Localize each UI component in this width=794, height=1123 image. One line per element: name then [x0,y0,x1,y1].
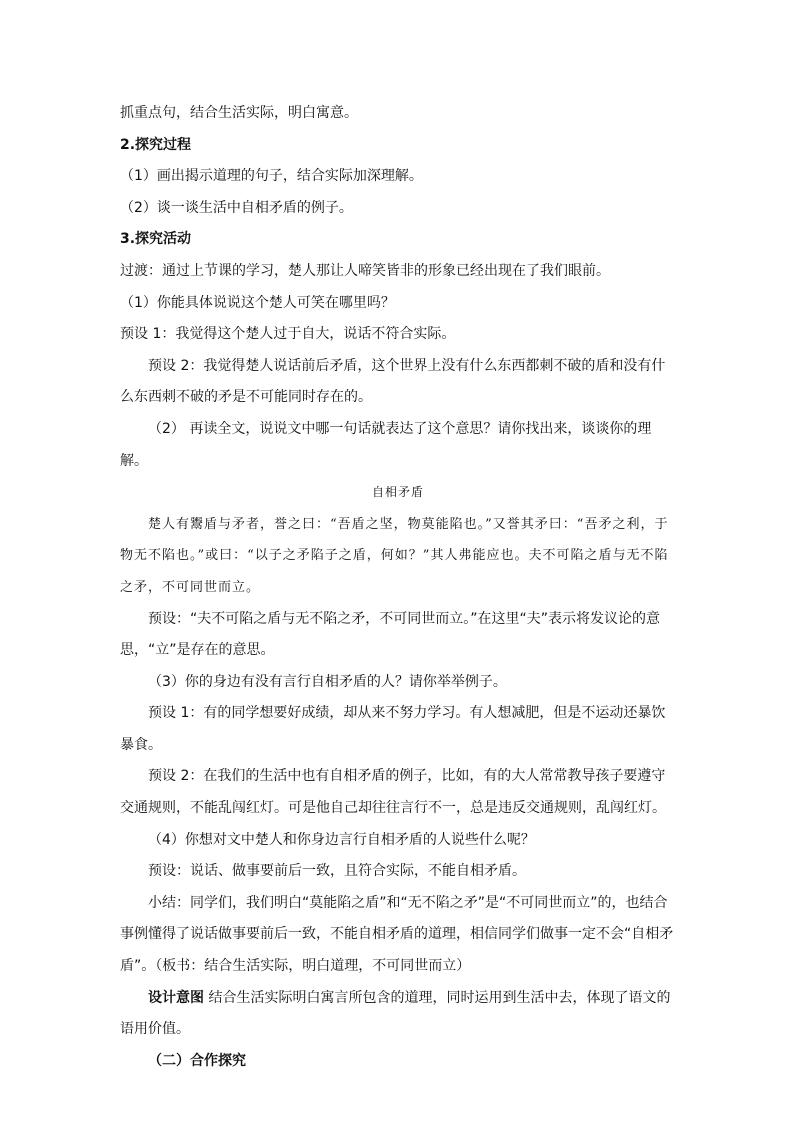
question-2: （2） 再读全文，说说文中哪一句话就表达了这个意思？请你找出来，谈谈你的理解。 [120,420,652,469]
transition-text: 过渡：通过上节课的学习，楚人那让人啼笑皆非的形象已经出现在了我们眼前。 [120,262,610,279]
question-3-answer-2: 预设 2：在我们的生活中也有自相矛盾的例子，比如，有的大人常常教导孩子要遵守交通规则，不能乱闯红灯。可是他自己却往往言行不一，总是违反交通规则，乱闯红灯。 [120,768,666,817]
question-3: （3）你的身边有没有言行自相矛盾的人？请你举举例子。 [148,673,507,690]
document-body [120,98,676,1077]
summary-text: 小结：同学们，我们明白“莫能陷之盾”和“无不陷之矛”是“不可同世而立”的，也结合事例懂得了说话做事要前后一致，不能自相矛盾的道理，相信同学们做事一定不会“自相矛盾”。（板书：结合生活实际，明白道理，不可同世而立） [120,894,674,975]
design-intent [120,983,676,1046]
question-3-answer-1: 预设 1：有的同学想要好成绩，却从来不努力学习。有人想减肥，但是不运动还暴饮暴食。 [120,705,666,753]
design-intent-text: 结合生活实际明白寓言所包含的道理，同时运用到生活中去，体现了语文的语用价值。 [120,989,671,1038]
intro-line: 抓重点句，结合生活实际，明白寓意。 [120,105,358,121]
heading-explore-process: 2.探究过程 [120,136,192,153]
question-1-answer-2: 预设 2：我觉得楚人说话前后矛盾，这个世界上没有什么东西都刺不破的盾和没有什么东西刺不破的矛是不可能同时存在的。 [120,357,666,406]
question-4: （4）你想对文中楚人和你身边言行自相矛盾的人说些什么呢？ [148,831,535,848]
classical-text-body: 楚人有鬻盾与矛者，誉之曰：“吾盾之坚，物莫能陷也。”又誉其矛曰：“吾矛之利，于物无不陷也。”或曰：“以子之矛陷子之盾，何如？”其人弗能应也。夫不可陷之盾与无不陷之矛，不可同世而立。 [120,516,669,595]
heading-explore-activity: 3.探究活动 [120,231,192,248]
question-2-answer: 预设：“夫不可陷之盾与无不陷之矛，不可同世而立。”在这里“夫”表示将发议论的意思，“立”是存在的意思。 [120,610,661,659]
process-item-1: （1）画出揭示道理的句子，结合实际加深理解。 [120,168,423,185]
design-intent-label: 设计意图 [148,989,204,1006]
question-4-answer: 预设：说话、做事要前后一致，且符合实际，不能自相矛盾。 [148,863,526,880]
section-cooperative-explore: （二）合作探究 [148,1052,246,1069]
question-1-answer-1: 预设 1：我觉得这个楚人过于自大，说话不符合实际。 [120,326,456,343]
process-item-2: （2）谈一谈生活中自相矛盾的例子。 [120,199,353,216]
question-1: （1）你能具体说说这个楚人可笑在哪里吗？ [120,294,395,311]
classical-text-title: 自相矛盾 [371,485,424,500]
